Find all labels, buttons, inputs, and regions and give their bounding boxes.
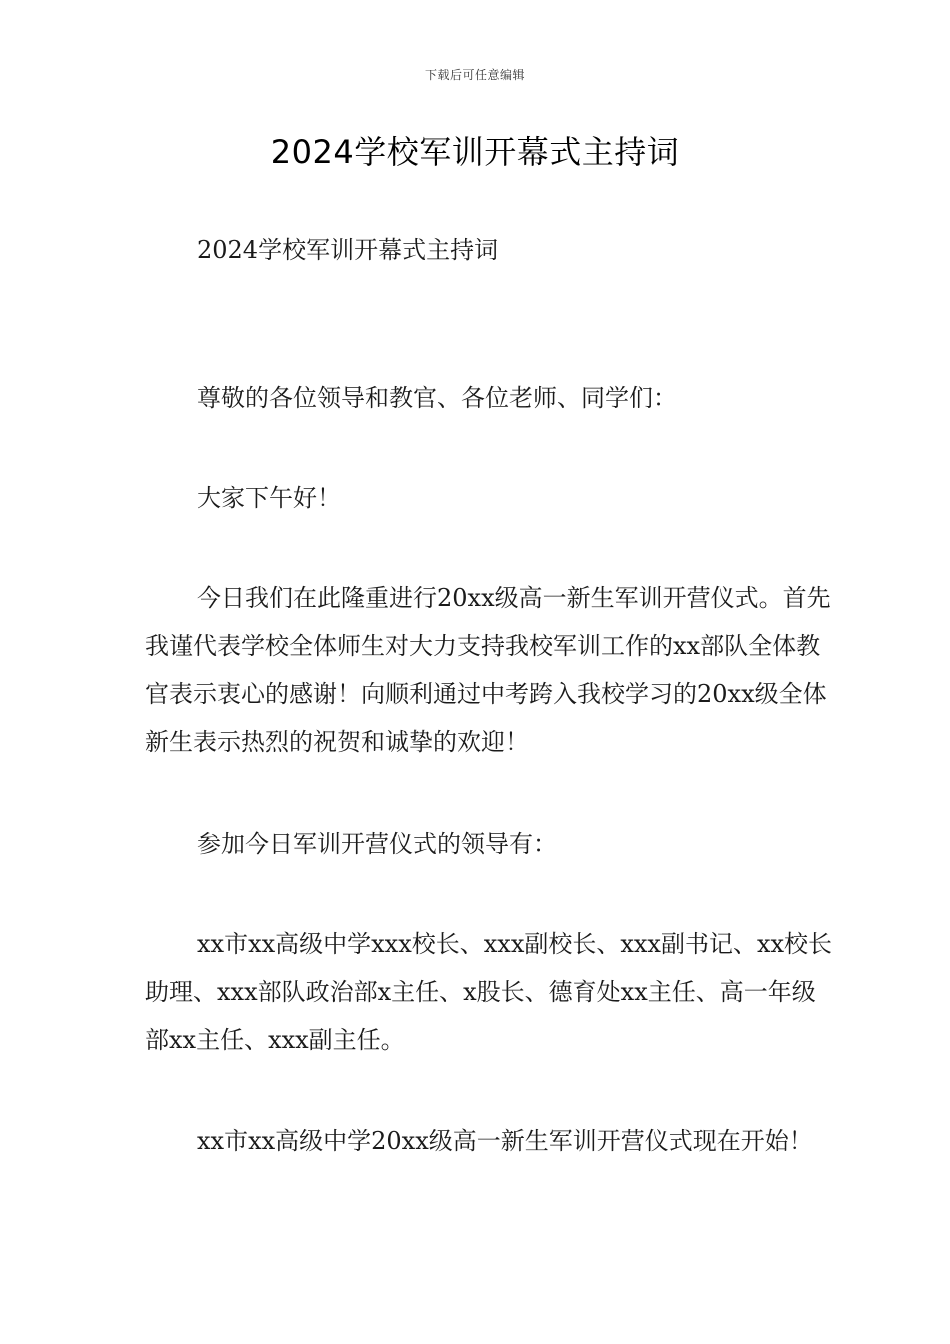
ceremony-start-paragraph: xx市xx高级中学20xx级高一新生军训开营仪式现在开始！ bbox=[197, 1127, 813, 1155]
subtitle-paragraph: 2024学校军训开幕式主持词 bbox=[197, 236, 499, 264]
greeting-paragraph: 尊敬的各位领导和教官、各位老师、同学们： bbox=[197, 384, 677, 412]
header-note: 下载后可任意编辑 bbox=[424, 68, 525, 82]
hello-paragraph: 大家下午好！ bbox=[197, 484, 341, 512]
document-title: 2024学校军训开幕式主持词 bbox=[270, 133, 680, 171]
opening-paragraph: 今日我们在此隆重进行20xx级高一新生军训开营仪式。首先我谨代表学校全体师生对大力支持我校军训工作的xx部队全体教官表示衷心的感谢！向顺利通过中考跨入我校学习的20xx级全体新生表示热烈的祝贺和诚挚的欢迎！ bbox=[145, 584, 831, 756]
leaders-list-paragraph: xx市xx高级中学xxx校长、xxx副校长、xxx副书记、xx校长助理、xxx部队政治部x主任、x股长、德育处xx主任、高一年级部xx主任、xxx副主任。 bbox=[145, 930, 833, 1054]
leaders-heading-paragraph: 参加今日军训开营仪式的领导有： bbox=[197, 830, 557, 858]
